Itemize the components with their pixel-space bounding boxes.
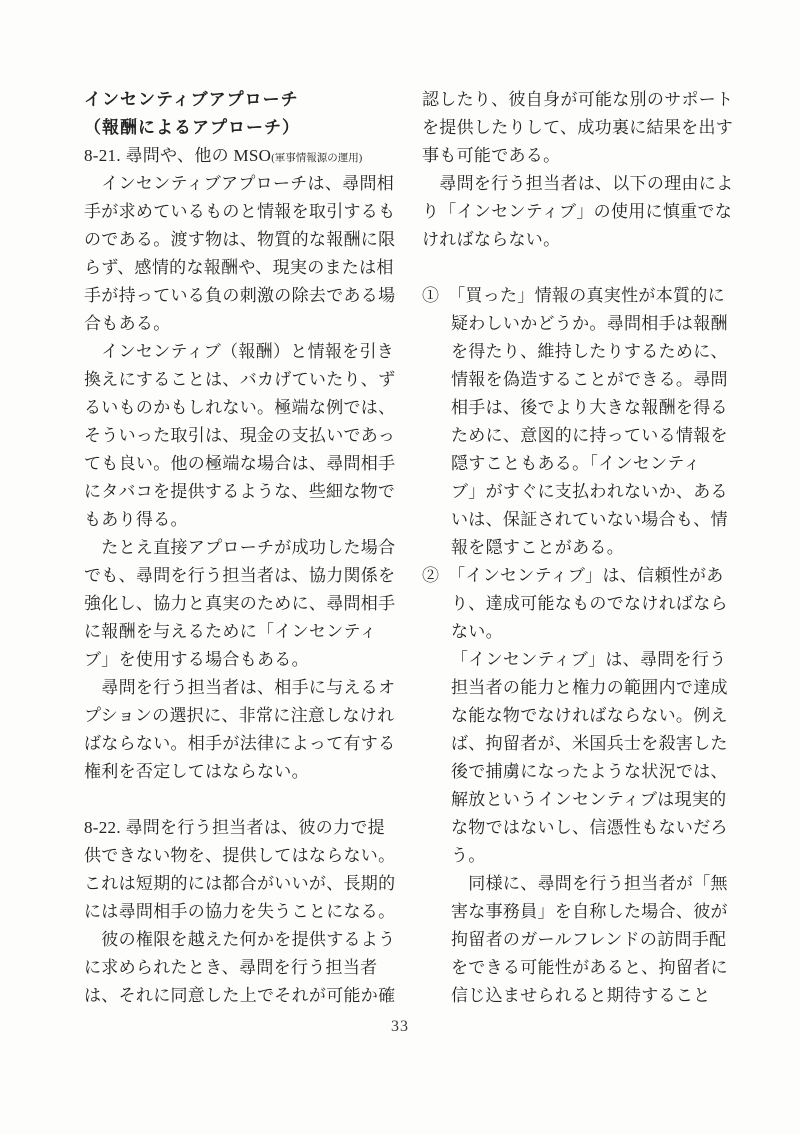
text-line: インセンティブ（報酬）と情報を引き: [84, 342, 395, 361]
text-line: 事も可能である。: [422, 146, 561, 165]
text-line: インセンティブアプローチは、尋問相: [84, 174, 395, 193]
text-line: な能な物でなければならない。例え: [451, 706, 728, 725]
blank-line: [84, 786, 410, 814]
text-line: もあり得る。: [84, 510, 188, 529]
text-line: り、達成可能なものでなければなら: [451, 594, 728, 613]
text-line: 手が求めているものと情報を取引するも: [84, 202, 396, 221]
text-line: に報酬を与えるために「インセンティ: [84, 622, 377, 641]
text-line: るいものかもしれない。極端な例では、: [84, 398, 396, 417]
text-line: 解放というインセンティブは現実的: [451, 790, 727, 809]
text-line: ければならない。: [422, 230, 561, 249]
text-line: は、それに同意した上でそれが可能か確: [84, 986, 396, 1005]
text-line: そういった取引は、現金の支払いであっ: [84, 426, 396, 445]
text-line: 手が持っている負の刺激の除去である場: [84, 286, 396, 305]
section-8-21-title: [84, 142, 410, 170]
text-line: いは、保証されていない場合も、情: [451, 510, 728, 529]
text-line: をできる可能性があると、拘留者に: [451, 958, 728, 977]
text-line: ばならない。相手が法律によって有する: [84, 734, 396, 753]
section-heading: インセンティブアプローチ: [84, 90, 299, 109]
text-line: プションの選択に、非常に注意しなけれ: [84, 706, 395, 725]
text-line: 後で捕虜になったような状況では、: [451, 762, 728, 781]
text-line: 権利を否定してはならない。: [84, 762, 309, 781]
text-line: 同様に、尋問を行う担当者が「無: [451, 874, 728, 893]
text-line: ブ」を使用する場合もある。: [84, 650, 309, 669]
text-line: ために、意図的に持っている情報を: [451, 426, 728, 445]
text-line: にタバコを提供するような、些細な物で: [84, 482, 396, 501]
text-line: 害な事務員」を自称した場合、彼が: [451, 902, 728, 921]
text-line: これは短期的には都合がいいが、長期的: [84, 874, 396, 893]
text-line: 相手は、後でより大きな報酬を得る: [451, 398, 728, 417]
text-line: う。: [451, 846, 486, 865]
text-line: には尋問相手の協力を失うことになる。: [84, 902, 396, 921]
text-line: 尋問を行う担当者は、相手に与えるオ: [84, 678, 396, 697]
text-line: 報を隠すことがある。: [451, 538, 624, 557]
text-line: 疑わしいかどうか。尋問相手は報酬: [451, 314, 728, 333]
text-line: を得たり、維持したりするために、: [451, 342, 728, 361]
text-line: を提供したりして、成功裏に結果を出す: [422, 118, 734, 137]
text-line: 供できない物を、提供してはならない。: [84, 846, 396, 865]
section-8-22-title: 8-22. 尋問を行う担当者は、彼の力で提: [84, 818, 385, 837]
text-line: に求められたとき、尋問を行う担当者: [84, 958, 378, 977]
section-subheading: （報酬によるアプローチ）: [84, 118, 300, 137]
text-line: でも、尋問を行う担当者は、協力関係を: [84, 566, 396, 585]
text-line: ても良い。他の極端な場合は、尋問相手: [84, 454, 396, 473]
blank-line: [422, 254, 748, 282]
text-line: 信じ込ませられると期待すること: [451, 986, 711, 1005]
right-column: [422, 86, 748, 1010]
text-line: 担当者の能力と権力の範囲内で達成: [451, 678, 728, 697]
text-line: 認したり、彼自身が可能な別のサポート: [422, 90, 734, 109]
text-line: 拘留者のガールフレンドの訪問手配: [451, 930, 727, 949]
text-line: ば、拘留者が、米国兵士を殺害した: [451, 734, 728, 753]
text-line: ブ」がすぐに支払われないか、ある: [451, 482, 728, 501]
text-line: 換えにすることは、バカげていたり、ず: [84, 370, 396, 389]
text-line: 「インセンティブ」は、尋問を行う: [451, 650, 727, 669]
text-line: 彼の権限を越えた何かを提供するよう: [84, 930, 396, 949]
text-line: ない。: [451, 622, 503, 641]
list-item-1-first-line: ① 「買った」情報の真実性が本質的に: [422, 286, 725, 305]
text-line: 隠すこともある。「インセンティ: [451, 454, 701, 473]
text-line: らず、感情的な報酬や、現実のまたは相: [84, 258, 394, 277]
list-item-2-first-line: ② 「インセンティブ」は、信頼性があ: [422, 566, 724, 585]
text-line: り「インセンティブ」の使用に慎重でな: [422, 202, 733, 221]
page-number: 33: [391, 1018, 409, 1035]
text-line: たとえ直接アプローチが成功した場合: [84, 538, 396, 557]
text-line: 強化し、協力と真実のために、尋問相手: [84, 594, 396, 613]
text-line: 尋問を行う担当者は、以下の理由によ: [422, 174, 734, 193]
section-8-21-note: (軍事情報源の運用): [271, 153, 363, 164]
text-line: 情報を偽造することができる。尋問: [451, 370, 728, 389]
left-column: [84, 86, 410, 1010]
text-line: 合もある。: [84, 314, 171, 333]
section-8-21-main-text: 8-21. 尋問や、他の MSO: [84, 146, 272, 165]
text-line: のである。渡す物は、物質的な報酬に限: [84, 230, 396, 249]
text-line: な物ではないし、信憑性もないだろ: [451, 818, 728, 837]
